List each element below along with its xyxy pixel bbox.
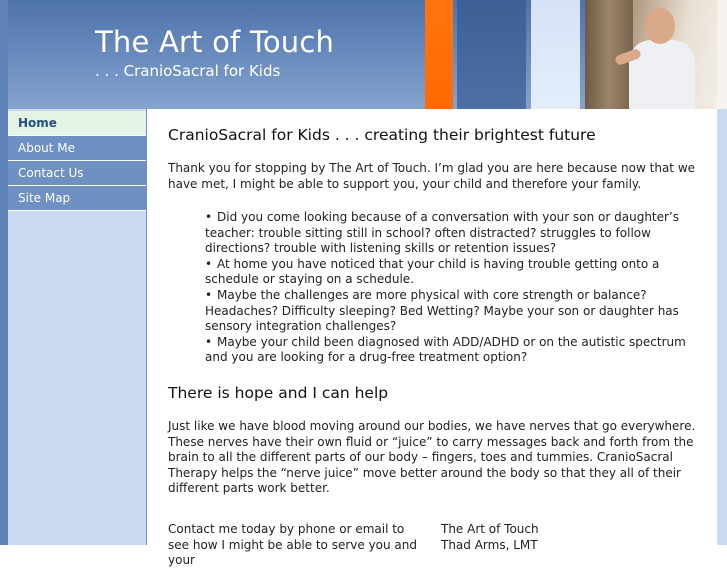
bullet-icon: •: [205, 256, 213, 271]
site-subtitle: . . . CranioSacral for Kids: [95, 62, 281, 80]
contact-text: Contact me today by phone or email to see how I might be able to serve you and your: [168, 522, 418, 568]
bullet-icon: •: [205, 334, 213, 349]
list-item: • At home you have noticed that your child is having trouble getting onto a schedule or staying on a schedule.: [205, 256, 660, 287]
main-content: [146, 109, 717, 568]
site-header: [0, 0, 727, 109]
section-heading: There is hope and I can help: [168, 384, 389, 402]
light-blue-stripe: [531, 0, 580, 109]
site-title: The Art of Touch: [95, 25, 335, 59]
sidebar-nav: [8, 109, 146, 545]
list-item: • Maybe the challenges are more physical with core strength or balance? Headaches? Difficulty sleeping? Bed Wetting? Maybe your son or daughter has sensory integration challenges?: [205, 287, 679, 334]
header-right-edge: [717, 0, 727, 109]
nav-item-contact-us[interactable]: Contact Us: [8, 161, 146, 186]
intro-paragraph: Thank you for stopping by The Art of Touch. I’m glad you are here because now that we have met, I might be able to support you, your child and therefore your family.: [168, 161, 696, 191]
therapist-name: Thad Arms, LMT: [441, 537, 538, 552]
list-item: • Maybe your child been diagnosed with ADD/ADHD or on the autistic spectrum and you are looking for a drug-free treatment option?: [205, 334, 686, 365]
bullet-icon: •: [205, 210, 213, 224]
header-photo: [585, 0, 717, 109]
dark-blue-stripe: [457, 0, 526, 109]
right-border: [717, 109, 727, 545]
body-paragraph: Just like we have blood moving around our bodies, we have nerves that go everywhere. These nerves have their own fluid or “juice” to carry messages back and forth from the brain to all the different parts of our body – fingers, toes and tummies. CranioSacral Therapy helps the “nerve juice” move better around the body so that they all of their different parts work better.: [168, 419, 696, 496]
bullet-icon: •: [205, 287, 213, 302]
page-heading: CranioSacral for Kids . . . creating their brightest future: [168, 126, 596, 144]
nav-item-home[interactable]: Home: [8, 111, 146, 136]
business-name: The Art of Touch: [441, 522, 539, 536]
nav-item-site-map[interactable]: Site Map: [8, 186, 146, 211]
nav-item-about-me[interactable]: About Me: [8, 136, 146, 161]
contact-address: [441, 522, 641, 553]
question-list: [205, 210, 705, 366]
orange-stripe: [425, 0, 453, 109]
left-edge-bar: [0, 0, 8, 545]
list-item: • Did you come looking because of a conversation with your son or daughter’s teacher: trouble sitting still in school? often distracted? struggles to follow directions? trouble with listening skills or retention issues?: [205, 210, 680, 256]
